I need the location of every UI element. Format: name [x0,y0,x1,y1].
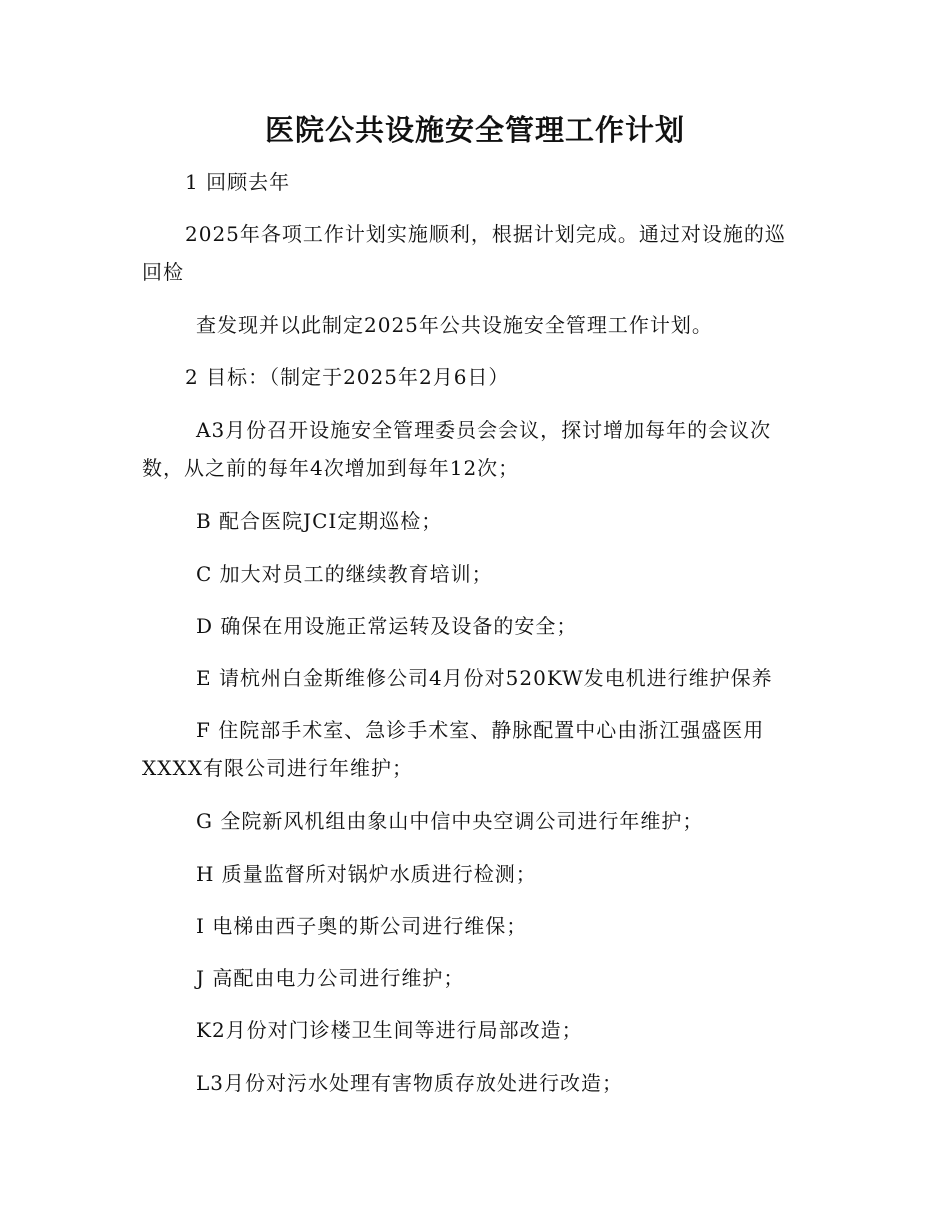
list-item-b: B 配合医院JCI定期巡检； [196,509,443,533]
paragraph-review-heading: 1 回顾去年 [185,170,291,194]
document-title: 医院公共设施安全管理工作计划 [264,113,685,147]
list-item-l: L3月份对污水处理有害物质存放处进行改造； [196,1071,624,1095]
list-item-f: F 住院部手术室、急诊手术室、静脉配置中心由浙江强盛医用XXXX有限公司进行年维护； [142,718,765,780]
paragraph-goals-heading: 2 目标：（制定于2025年2月6日） [185,365,510,389]
list-item-j: J 高配由电力公司进行维护； [196,966,465,990]
paragraph-review-continuation: 查发现并以此制定2025年公共设施安全管理工作计划。 [196,313,713,337]
list-item-i: I 电梯由西子奥的斯公司进行维保； [196,914,528,938]
list-item-k: K2月份对门诊楼卫生间等进行局部改造； [196,1018,583,1042]
list-item-g: G 全院新风机组由象山中信中央空调公司进行年维护； [196,809,704,833]
list-item-d: D 确保在用设施正常运转及设备的安全； [196,614,578,638]
list-item-h: H 质量监督所对锅炉水质进行检测； [196,862,537,886]
paragraph-review-body: 2025年各项工作计划实施顺利，根据计划完成。通过对设施的巡回检 [142,222,786,284]
list-item-c: C 加大对员工的继续教育培训； [196,562,493,586]
list-item-a: A3月份召开设施安全管理委员会会议，探讨增加每年的会议次数，从之前的每年4次增加到每年12次； [142,418,772,480]
list-item-e: E 请杭州白金斯维修公司4月份对520KW发电机进行维护保养 [196,666,773,690]
